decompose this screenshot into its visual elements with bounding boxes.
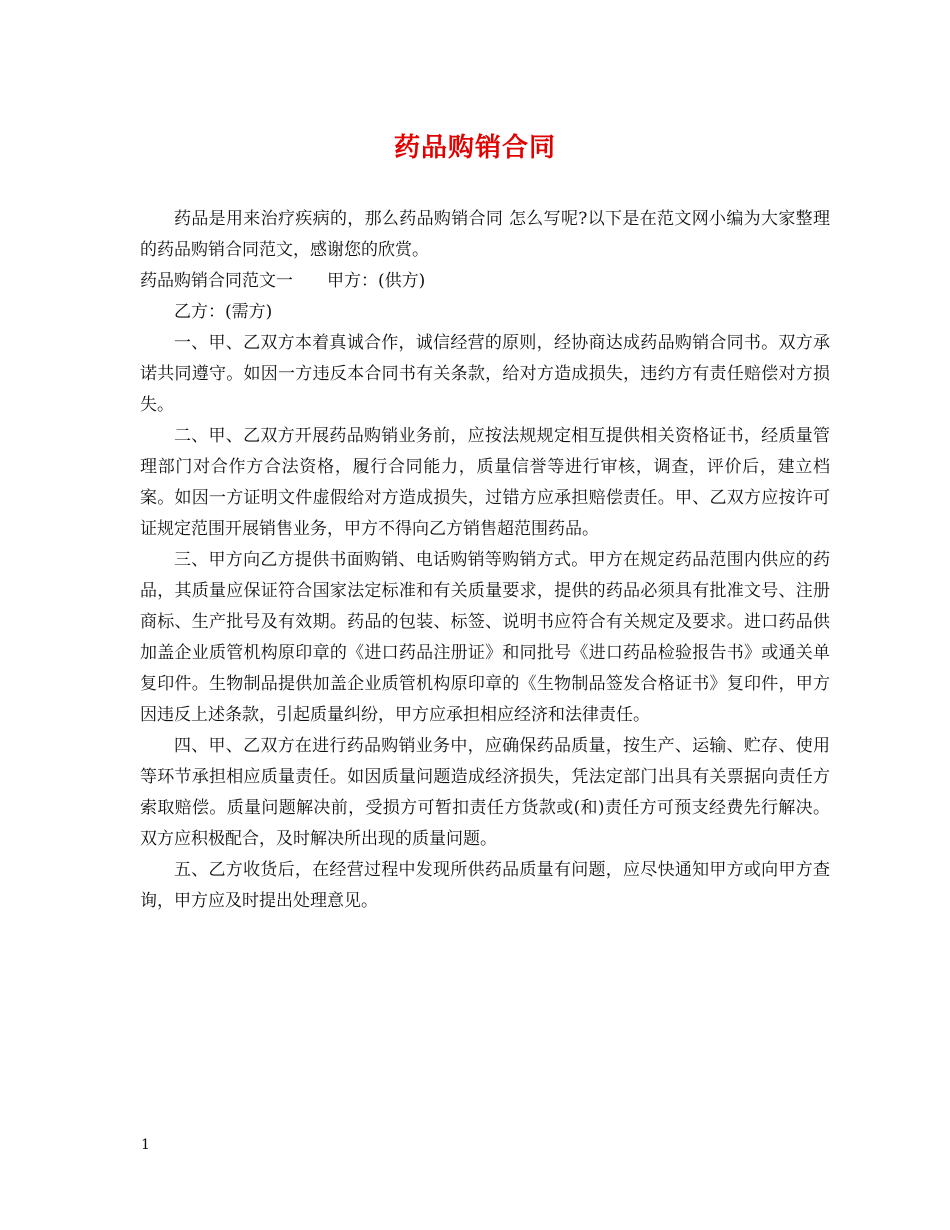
clause-5: 五、乙方收货后，在经营过程中发现所供药品质量有问题，应尽快通知甲方或向甲方查询，甲方应及时提出处理意见。 xyxy=(140,860,830,911)
document-body xyxy=(140,204,830,917)
page-number: 1 xyxy=(141,1137,150,1153)
party-a-label: 甲方：(供方) xyxy=(327,271,426,291)
clause-1: 一、甲、乙双方本着真诚合作，诚信经营的原则，经协商达成药品购销合同书。双方承诺共同遵守。如因一方违反本合同书有关条款，给对方造成损失，违约方有责任赔偿对方损失。 xyxy=(140,333,830,415)
document-title: 药品购销合同 xyxy=(393,133,556,163)
intro-paragraph: 药品是用来治疗疾病的，那么药品购销合同 怎么写呢?以下是在范文网小编为大家整理的药品购销合同范文，感谢您的欣赏。 xyxy=(140,209,830,260)
clause-4: 四、甲、乙双方在进行药品购销业务中，应确保药品质量，按生产、运输、贮存、使用等环节承担相应质量责任。如因质量问题造成经济损失，凭法定部门出具有关票据向责任方索取赔偿。质量问题解决前，受损方可暂扣责任方货款或(和)责任方可预支经费先行解决。双方应积极配合，及时解决所出现的质量问题。 xyxy=(140,736,830,849)
party-b-label: 乙方：(需方) xyxy=(174,302,273,322)
sample-heading: 药品购销合同范文一 xyxy=(140,271,293,291)
clause-3: 三、甲方向乙方提供书面购销、电话购销等购销方式。甲方在规定药品范围内供应的药品，其质量应保证符合国家法定标准和有关质量要求，提供的药品必须具有批准文号、注册商标、生产批号及有效期。药品的包装、标签、说明书应符合有关规定及要求。进口药品供加盖企业质管机构原印章的《进口药品注册证》和同批号《进口药品检验报告书》或通关单复印件。生物制品提供加盖企业质管机构原印章的《生物制品签发合格证书》复印件，甲方因违反上述条款，引起质量纠纷，甲方应承担相应经济和法律责任。 xyxy=(140,550,830,725)
sample-heading-line xyxy=(140,266,830,297)
clause-2: 二、甲、乙双方开展药品购销业务前，应按法规规定相互提供相关资格证书，经质量管理部门对合作方合法资格，履行合同能力，质量信誉等进行审核，调查，评价后，建立档案。如因一方证明文件虚假给对方造成损失，过错方应承担赔偿责任。甲、乙双方应按许可证规定范围开展销售业务，甲方不得向乙方销售超范围药品。 xyxy=(140,426,830,539)
